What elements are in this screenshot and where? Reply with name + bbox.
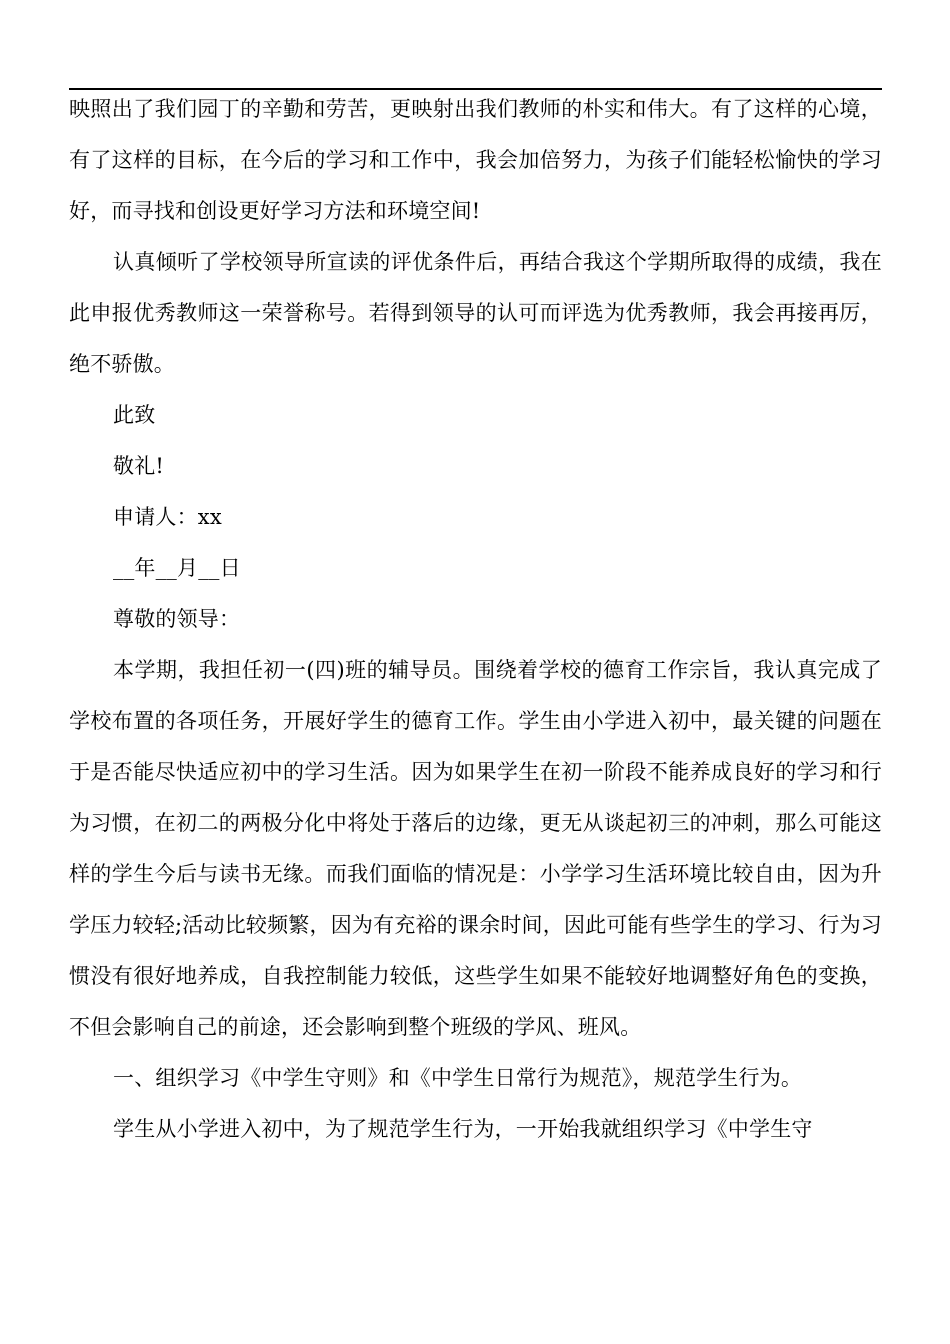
paragraph-continued-reflection: 映照出了我们园丁的辛勤和劳苦，更映射出我们教师的朴实和伟大。有了这样的心境，有了这样的目标，在今后的学习和工作中，我会加倍努力，为孩子们能轻松愉快的学习好，而寻找和创设更好学习方法和环境空间! — [69, 97, 882, 223]
closing-salutation: 此致 — [113, 403, 156, 427]
date-line: __年__月__日 — [113, 556, 241, 580]
section-heading-one: 一、组织学习《中学生守则》和《中学生日常行为规范》，规范学生行为。 — [113, 1066, 803, 1090]
letter-greeting: 尊敬的领导： — [113, 607, 241, 631]
paragraph-counselor-intro: 本学期，我担任初一(四)班的辅导员。围绕着学校的德育工作宗旨，我认真完成了学校布置的各项任务，开展好学生的德育工作。学生由小学进入初中，最关键的问题在于是否能尽快适应初中的学习生活。因为如果学生在初一阶段不能养成良好的学习和行为习惯，在初二的两极分化中将处于落后的边缘，更无从谈起初三的冲刺，那么可能这样的学生今后与读书无缘。而我们面临的情况是：小学学习生活环境比较自由，因为升学压力较轻;活动比较频繁，因为有充裕的课余时间，因此可能有些学生的学习、行为习惯没有很好地养成，自我控制能力较低，这些学生如果不能较好地调整好角色的变换，不但会影响自己的前途，还会影响到整个班级的学风、班风。 — [69, 658, 882, 1039]
applicant-signature: 申请人：xx — [113, 505, 222, 529]
paragraph-section-one-start: 学生从小学进入初中，为了规范学生行为，一开始我就组织学习《中学生守 — [113, 1117, 813, 1141]
paragraph-application-statement: 认真倾听了学校领导所宣读的评优条件后，再结合我这个学期所取得的成绩，我在此申报优秀教师这一荣誉称号。若得到领导的认可而评选为优秀教师，我会再接再厉，绝不骄傲。 — [69, 250, 882, 376]
document-body — [69, 88, 882, 1155]
closing-regards: 敬礼! — [113, 454, 165, 478]
